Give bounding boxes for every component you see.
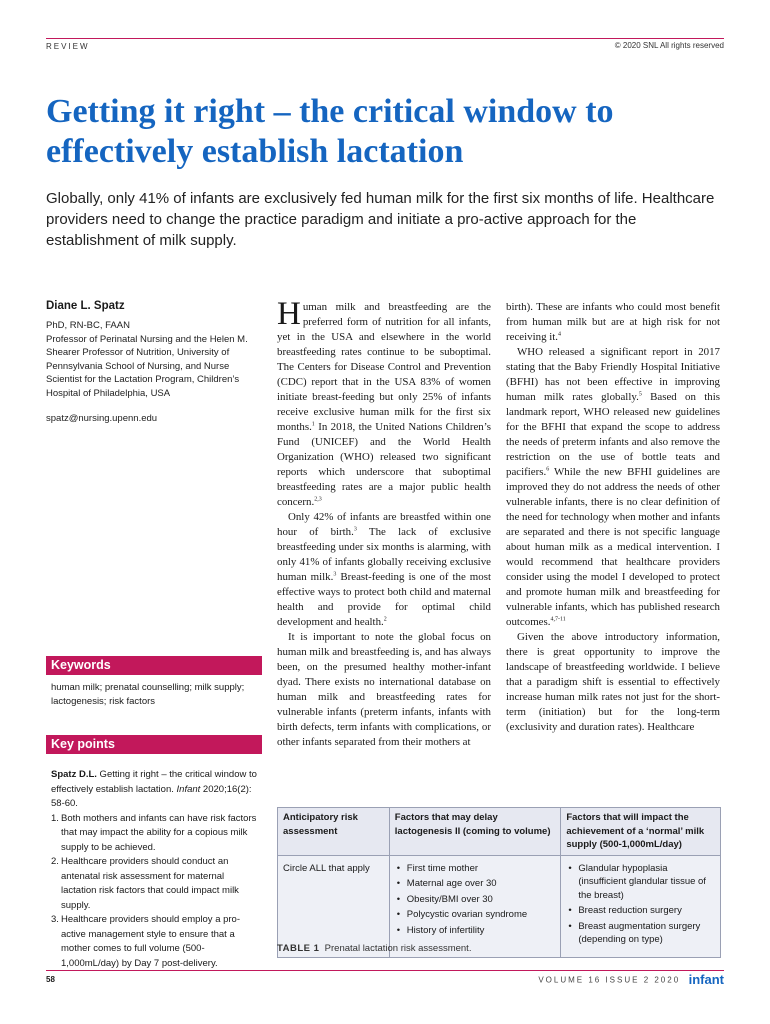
body-paragraph (277, 296, 491, 510)
table-caption (277, 943, 471, 954)
author-affiliation: Professor of Perinatal Nursing and the Helen M. Shearer Professor of Nutrition, University of Pennsylvania School of Nursing, and Nurse Scientist for the Lactation Program, Children’s Hospital of Philadelphia, USA (46, 333, 248, 399)
journal-logo: infant (688, 972, 724, 988)
author-email[interactable]: spatz@nursing.upenn.edu (46, 413, 158, 424)
key-point-text: Healthcare providers should conduct an antenatal risk assessment for maternal lactation risk factors that could impact milk supply. (61, 856, 239, 911)
body-text: In 2018, the United Nations Children’s Fund (UNICEF) and the World Health Organization (WHO) released two significant reports which underscore that suboptimal breastfeeding rates are a major public health concern. (277, 421, 491, 508)
key-point-number: 1. (51, 812, 59, 824)
key-point (51, 812, 257, 856)
key-point-number: 2. (51, 856, 59, 867)
reference-mark: 3 (353, 526, 357, 533)
keywords-heading: Keywords (46, 656, 262, 675)
key-point-number: 3. (51, 914, 59, 925)
header-rule (46, 38, 724, 39)
body-paragraph: It is important to note the global focus on human milk and breastfeeding is, and has always been, on the presumed healthy mother-infant dyad. There exists no international database on human milk and breastfeeding rates for vulnerable infants (preterm infants, infants with birth defects, term infants with complications, or other infants separated from their mothers at (277, 631, 491, 748)
list-item: • History of infertility (395, 924, 556, 938)
page-number: 58 (46, 975, 55, 984)
body-text: WHO released a significant report in 2017 stating that the Baby Friendly Hospital Initiative (BFHI) has not been effective in improving human milk rates globally. (506, 346, 720, 403)
reference-mark: 2,3 (314, 496, 322, 503)
table-header-cell: Factors that will impact the achievement of a ‘normal’ milk supply (500-1,000mL/day) (561, 808, 721, 856)
impact-factors-cell (561, 855, 721, 957)
citation-title: Getting it right – the critical window to effectively establish lactation. (51, 769, 257, 795)
list-item: • Glandular hypoplasia (insufficient glandular tissue of the breast) (566, 862, 715, 903)
body-paragraph (506, 345, 720, 630)
table-header-row (278, 808, 721, 856)
key-point-text: Healthcare providers should employ a pro-active management style to ensure that a mother comes to full volume (500-1,000mL/day) by Day 7 post-delivery. (61, 914, 241, 969)
body-paragraph (277, 510, 491, 630)
body-paragraph (506, 300, 720, 345)
author-block (46, 300, 262, 424)
list-item: • Polycystic ovarian syndrome (395, 908, 556, 922)
body-text: Based on this landmark report, WHO released new guidelines for the BFHI that expand the scope to address the needs of preterm infants and also remove the restriction on the use of bottle teats and pacifiers. (506, 391, 720, 478)
key-points-body (46, 754, 262, 971)
volume-issue: VOLUME 16 ISSUE 2 2020 (538, 975, 681, 985)
reference-mark: 1 (311, 421, 315, 428)
body-column-2 (506, 300, 720, 735)
reference-mark: 4,7-11 (550, 616, 566, 623)
key-points-heading: Key points (46, 735, 262, 754)
citation (51, 768, 257, 812)
reference-mark: 2 (383, 616, 387, 623)
author-name: Diane L. Spatz (46, 300, 125, 312)
reference-mark: 5 (638, 391, 642, 398)
list-item: • First time mother (395, 862, 556, 876)
body-text: birth). These are infants who could most benefit from human milk but are at high risk for not receiving it. (506, 301, 720, 343)
table-header-cell: Factors that may delay lactogenesis II (coming to volume) (389, 808, 561, 856)
footer-journal (538, 971, 724, 987)
reference-mark: 3 (333, 571, 337, 578)
body-text: The lack of exclusive breastfeeding under six months is alarming, with only 41% of infants globally receiving exclusive human milk. (277, 526, 491, 583)
article-title: Getting it right – the critical window to effectively establish lactation (46, 93, 614, 170)
table-caption-label: TABLE 1 (277, 943, 320, 954)
key-point (51, 913, 257, 971)
table-caption-text: Prenatal lactation risk assessment. (324, 943, 472, 954)
delay-factors-cell (389, 855, 561, 957)
body-column-1 (277, 296, 491, 750)
list-item: • Maternal age over 30 (395, 877, 556, 891)
list-item: • Obesity/BMI over 30 (395, 893, 556, 907)
page-header (46, 38, 724, 52)
section-label: REVIEW (46, 42, 90, 51)
list-item: • Breast reduction surgery (566, 904, 715, 918)
body-text: While the new BFHI guidelines are improved they do not address the needs of other vulnerable infants, there is no clear definition of the need for technology when mother and infants are separated and there is not specific language about human milk as a medical intervention. I would recommend that healthcare providers consider using the model I developed to protect and promote human milk and breastfeeding for vulnerable infants, which has published research outcomes. (506, 466, 720, 628)
citation-details: 2020;16(2): 58-60. (51, 783, 252, 809)
reference-mark: 6 (546, 466, 550, 473)
reference-mark: 4 (558, 331, 562, 338)
body-text: Breast-feeding is one of the most effective ways to protect both child and maternal health and provide for optimal child development and health. (277, 571, 491, 628)
table-row (278, 855, 721, 957)
key-point-text: Both mothers and infants can have risk factors that may impact the ability for a copious milk supply to be achieved. (61, 812, 257, 853)
key-point (51, 855, 257, 913)
risk-assessment-table (277, 807, 721, 958)
table-header-cell: Anticipatory risk assessment (278, 808, 390, 856)
key-points-list (51, 812, 257, 972)
citation-author: Spatz D.L. (51, 769, 97, 780)
body-text: Only 42% of infants are breastfed within one hour of birth. (277, 511, 491, 538)
copyright-notice: © 2020 SNL All rights reserved (614, 41, 724, 50)
sidebar (46, 656, 262, 971)
impact-factors-list (566, 862, 715, 947)
standfirst: Globally, only 41% of infants are exclusively fed human milk for the first six months of life. Healthcare providers need to change the practice paradigm and initiate a pro-active approach for the establishment of milk supply. (46, 190, 715, 249)
body-paragraph: Given the above introductory information, there is great opportunity to improve the landscape of breastfeeding worldwide. I believe that a paradigm shift is essential to effectively increase human milk rates not just for the short-term (initiation) but for the long-term (exclusivity and duration rates). Healthcare (506, 631, 720, 733)
citation-journal: Infant (176, 783, 201, 795)
body-text: uman milk and breastfeeding are the preferred form of nutrition for all infants, yet in the USA and elsewhere in the world breastfeeding rates continue to be suboptimal. The Centers for Disease Control and Prevention (CDC) report that in the USA 83% of women initiate breast-feeding but only 25% of infants receive exclusive human milk for the first six months. (277, 301, 491, 433)
list-item: • Breast augmentation surgery (depending on type) (566, 920, 715, 947)
keywords-text: human milk; prenatal counselling; milk supply; lactogenesis; risk factors (51, 682, 245, 707)
drop-cap: H (277, 296, 301, 332)
author-credentials: PhD, RN-BC, FAAN (46, 320, 130, 331)
table-row-label: Circle ALL that apply (278, 855, 390, 957)
delay-factors-list (395, 862, 556, 938)
